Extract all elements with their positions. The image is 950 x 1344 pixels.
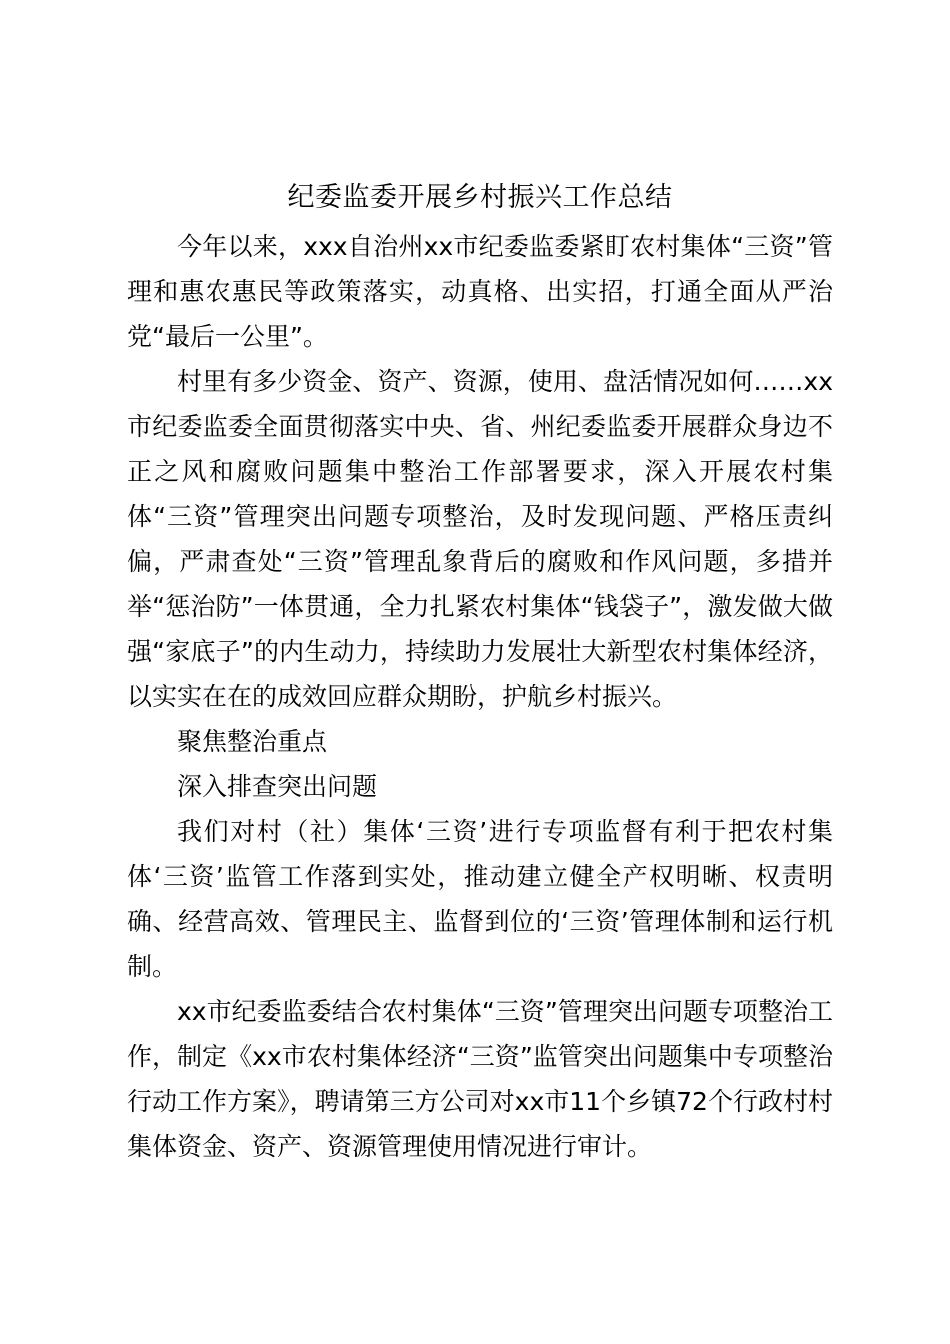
- intro-paragraph: 今年以来，xxx自治州xx市纪委监委紧盯农村集体“三资”管理和惠农惠民等政策落实，动真格、出实招，打通全面从严治党“最后一公里”。: [127, 232, 833, 351]
- supervision-paragraph: 我们对村（社）集体‘三资’进行专项监督有利于把农村集体‘三资’监管工作落到实处，推动建立健全产权明晰、权责明确、经营高效、管理民主、监督到位的‘三资’管理体制和运行机制。: [127, 817, 833, 981]
- section-heading: 聚焦整治重点: [177, 727, 328, 756]
- document-body: [127, 172, 833, 1169]
- background-paragraph: 村里有多少资金、资产、资源，使用、盘活情况如何……xx市纪委监委全面贯彻落实中央、省、州纪委监委开展群众身边不正之风和腐败问题集中整治工作部署要求，深入开展农村集体“三资”管理突出问题专项整治，及时发现问题、严格压责纠偏，严肃查处“三资”管理乱象背后的腐败和作风问题，多措并举“惩治防”一体贯通，全力扎紧农村集体“钱袋子”，激发做大做强“家底子”的内生动力，持续助力发展壮大新型农村集体经济，以实实在在的成效回应群众期盼，护航乡村振兴。: [127, 367, 833, 711]
- document-title: 纪委监委开展乡村振兴工作总结: [287, 182, 673, 213]
- section-subheading: 深入排查突出问题: [177, 772, 378, 801]
- audit-paragraph: xx市纪委监委结合农村集体“三资”管理突出问题专项整治工作，制定《xx市农村集体经济“三资”监管突出问题集中专项整治行动工作方案》，聘请第三方公司对xx市11个乡镇72个行政村村集体资金、资产、资源管理使用情况进行审计。: [127, 997, 833, 1161]
